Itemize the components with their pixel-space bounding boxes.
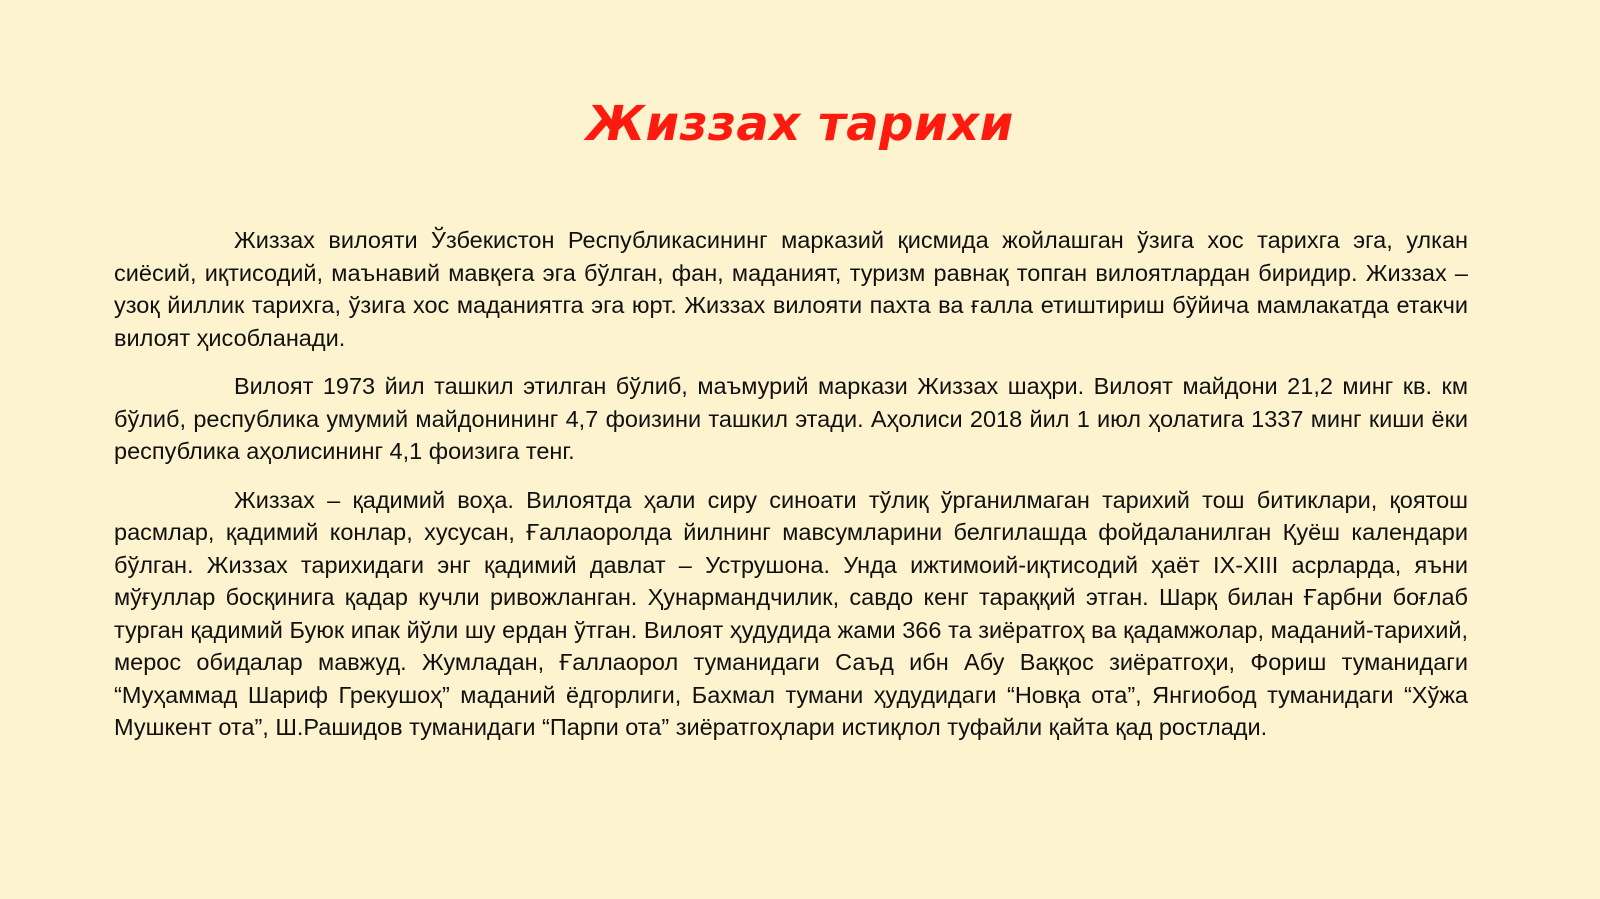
slide-title: Жиззах тарихи: [586, 96, 1014, 152]
paragraph-intro: Жиззах вилояти Ўзбекистон Республикасининг марказий қисмида жойлашган ўзига хос тарихга эга, улкан сиёсий, иқтисодий, маънавий мавқега эга бўлган, фан, маданият, туризм равнақ топган вилоятлардан биридир. Жиззах – узоқ йиллик тарихга, ўзига хос маданиятга эга юрт. Жиззах вилояти пахта ва ғалла етиштириш бўйича мамлакатда етакчи вилоят ҳисобланади.: [114, 227, 1468, 351]
paragraph-history: Жиззах – қадимий воҳа. Вилоятда ҳали сиру синоати тўлиқ ўрганилмаган тарихий тош битиклари, қоятош расмлар, қадимий конлар, хусусан, Ғаллаоролда йилнинг мавсумларини белгилашда фойдаланилган Қуёш календари бўлган. Жиззах тарихидаги энг қадимий давлат – Уструшона. Унда ижтимоий-иқтисодий ҳаёт IX-XIII асрларда, яъни мўғуллар босқинига қадар кучли ривожланган. Ҳунармандчилик, савдо кенг тараққий этган. Шарқ билан Ғарбни боғлаб турган қадимий Буюк ипак йўли шу ердан ўтган. Вилоят ҳудудида жами 366 та зиёратгоҳ ва қадамжолар, маданий-тарихий, мерос обидалар мавжуд. Жумладан, Ғаллаорол туманидаги Саъд ибн Абу Ваққос зиёратгоҳи, Фориш туманидаги “Муҳаммад Шариф Грекушоҳ” маданий ёдгорлиги, Бахмал тумани ҳудудидаги “Новқа ота”, Янгиобод туманидаги “Хўжа Мушкент ота”, Ш.Рашидов туманидаги “Парпи ота” зиёратгоҳлари истиқлол туфайли қайта қад ростлади.: [114, 486, 1468, 740]
slide-body: [114, 224, 1468, 760]
paragraph-statistics: Вилоят 1973 йил ташкил этилган бўлиб, маъмурий маркази Жиззах шаҳри. Вилоят майдони 21,2 минг кв. км бўлиб, республика умумий майдонининг 4,7 фоизини ташкил этади. Аҳолиси 2018 йил 1 июл ҳолатига 1337 минг киши ёки республика аҳолисининг 4,1 фоизига тенг.: [114, 373, 1468, 464]
